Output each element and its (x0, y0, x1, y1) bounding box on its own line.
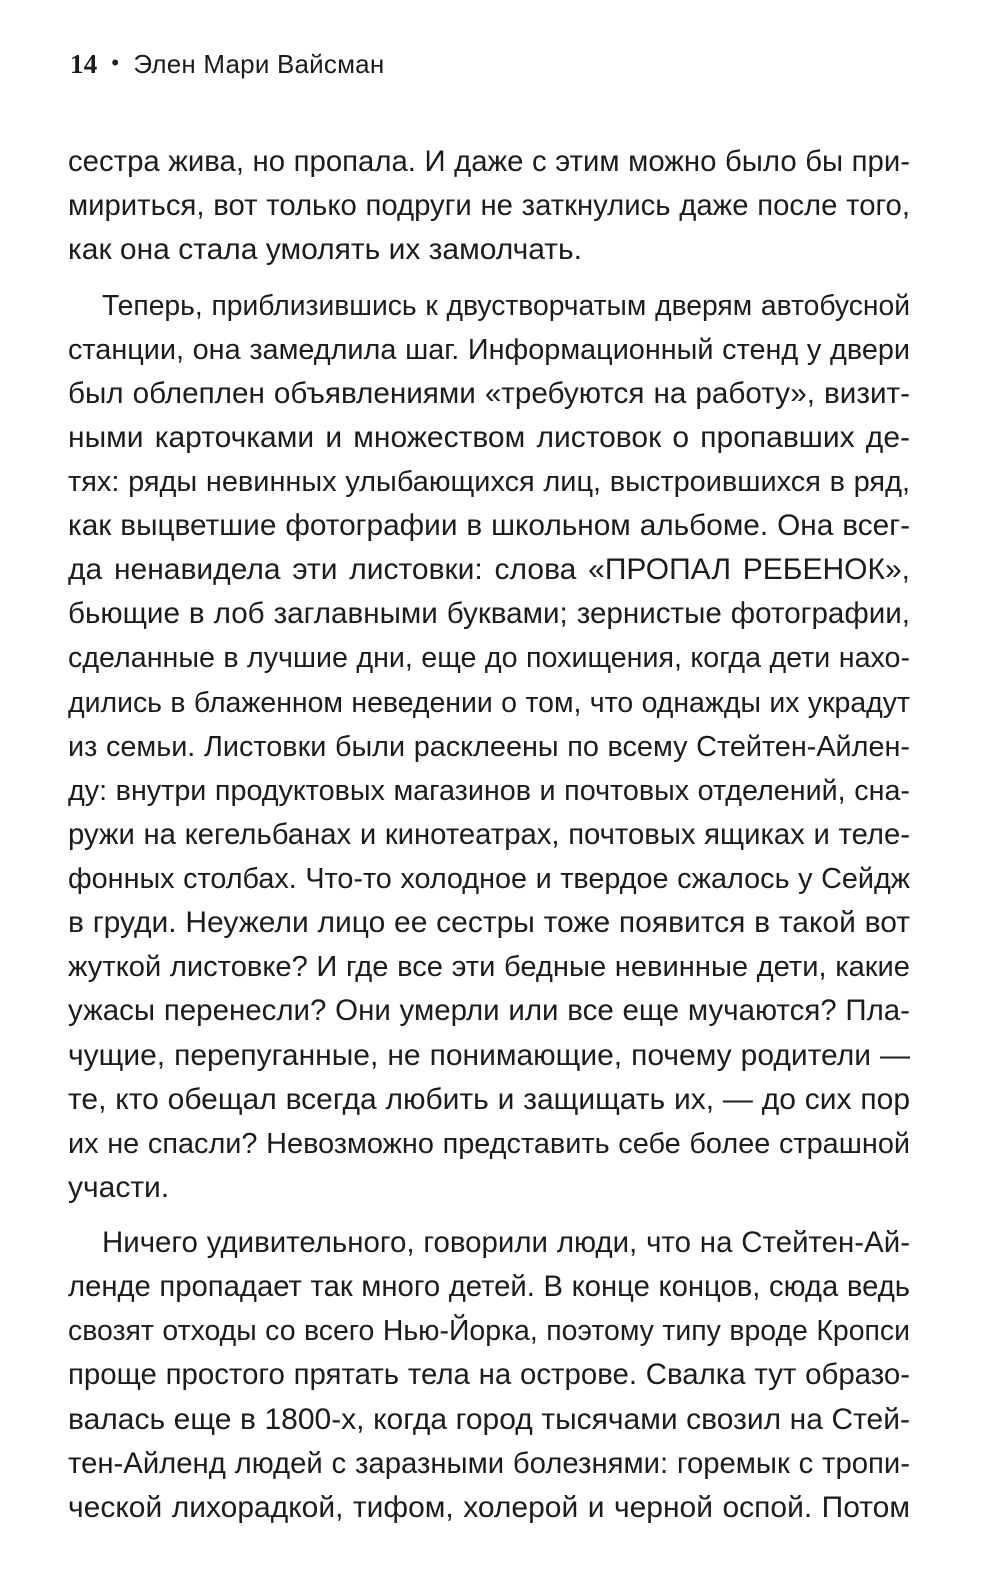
text-line: Теперь, приблизившись к двустворчатым дверям автобусной (102, 289, 910, 322)
running-head (70, 44, 384, 84)
text-line: мириться, вот только подруги не заткнулись даже после того, (68, 189, 910, 223)
text-line: сделанные в лучшие дни, еще до похищения, когда дети нахо- (68, 642, 910, 675)
text-line: из семьи. Листовки были расклеены по всему Стейтен-Айлен- (68, 730, 910, 763)
text-line: ужасы перенесли? Они умерли или все еще мучаются? Пла- (68, 994, 910, 1028)
text-line: чущие, перепуганные, не понимающие, почему родители — (68, 1038, 910, 1072)
text-line: станции, она замедлила шаг. Информационный стенд у двери (68, 333, 910, 366)
text-line: как выцветшие фотографии в школьном альбоме. Она всег- (68, 509, 910, 542)
text-line: те, кто обещал всегда любить и защищать их, — до сих пор (68, 1082, 910, 1116)
text-line: их не спасли? Невозможно представить себе более страшной (68, 1127, 910, 1160)
text-line: дились в блаженном неведении о том, что однажды их украдут (68, 686, 910, 719)
text-line: свозят отходы со всего Нью-Йорка, поэтому типу вроде Кропси (68, 1315, 910, 1348)
text-line: жуткой листовке? И где все эти бедные невинные дети, какие (68, 951, 910, 984)
text-line: бьющие в лоб заглавными буквами; зернистые фотографии, (68, 597, 910, 631)
body-text (68, 140, 910, 1530)
header-author-name: Элен Мари Вайсман (133, 48, 385, 79)
text-line: ленде пропадает так много детей. В конце концов, сюда ведь (68, 1271, 910, 1304)
text-line: Ничего удивительного, говорили люди, что на Стейтен-Ай- (102, 1226, 910, 1259)
text-line: в груди. Неужели лицо ее сестры тоже появится в такой вот (68, 906, 910, 940)
text-line: валась еще в 1800-х, когда город тысячами свозил на Стей- (68, 1402, 910, 1436)
paragraph-2 (68, 283, 910, 1210)
paragraph-1 (68, 140, 910, 272)
text-line: да ненавидела эти листовки: слова «ПРОПАЛ РЕБЕНОК», (68, 553, 910, 587)
text-line: как она стала умолять их замолчать. (68, 233, 582, 267)
text-line: ными карточками и множеством листовок о пропавших де- (68, 420, 910, 454)
text-line: ческой лихорадкой, тифом, холерой и черной оспой. Потом (68, 1490, 910, 1524)
text-line: сестра жива, но пропала. И даже с этим можно было бы при- (68, 145, 910, 178)
text-line: ду: внутри продуктовых магазинов и почтовых отделений, сна- (68, 774, 910, 807)
text-line: тях: ряды невинных улыбающихся лиц, выстроившихся в ряд, (68, 465, 910, 498)
text-line: был облеплен объявлениями «требуются на работу», визит- (68, 376, 910, 410)
paragraph-3 (68, 1221, 910, 1530)
header-separator: • (111, 50, 120, 75)
text-line: проще простого прятать тела на острове. Свалка тут образо- (68, 1358, 910, 1392)
text-line: участи. (68, 1170, 170, 1204)
text-line: фонных столбах. Что-то холодное и твердое сжалось у Сейдж (68, 863, 910, 895)
text-line: ружи на кегельбанах и кинотеатрах, почтовых ящиках и теле- (68, 818, 910, 851)
page-number: 14 (70, 48, 98, 79)
text-line: тен-Айленд людей с заразными болезнями: горемык с тропи- (68, 1446, 910, 1480)
